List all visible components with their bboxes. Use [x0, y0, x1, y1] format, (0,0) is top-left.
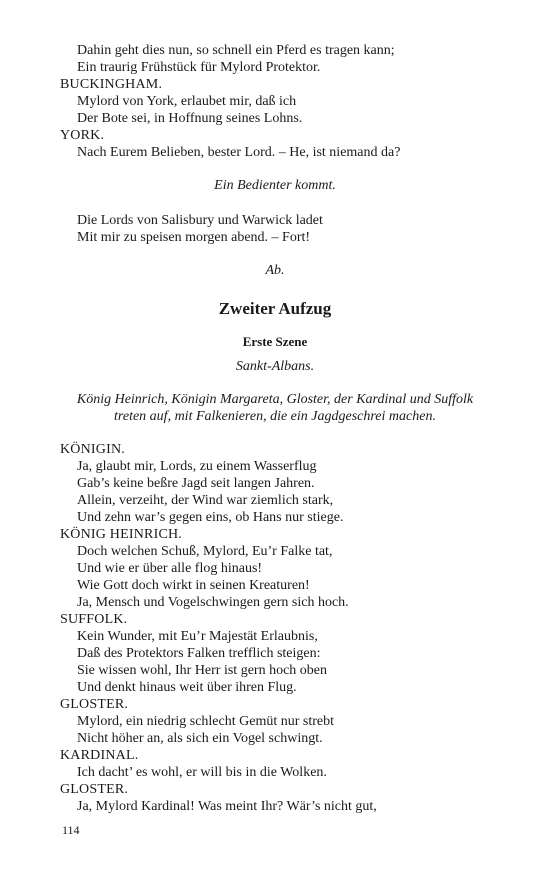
- speech: [60, 611, 490, 696]
- verse-line: Mylord, ein niedrig schlecht Gemüt nur strebt: [77, 714, 334, 729]
- verse-line: Und denkt hinaus weit über ihren Flug.: [77, 680, 297, 695]
- page-number: 114: [62, 823, 80, 837]
- speech: [60, 747, 490, 781]
- verse-line: Dahin geht dies nun, so schnell ein Pferd es tragen kann;: [77, 43, 395, 58]
- verse-line: Nicht höher an, als sich ein Vogel schwingt.: [77, 731, 323, 746]
- dialogue: [60, 441, 490, 815]
- verse-line: Ja, Mensch und Vogelschwingen gern sich hoch.: [77, 595, 349, 610]
- speech: [60, 526, 490, 611]
- book-page: [60, 42, 490, 815]
- speaker-name: KÖNIG HEINRICH.: [60, 527, 182, 542]
- verse-line: Daß des Protektors Falken trefflich steigen:: [77, 646, 321, 661]
- speaker-name: SUFFOLK.: [60, 612, 128, 627]
- verse-line: Und wie er über alle flog hinaus!: [77, 561, 263, 576]
- entrance-direction: König Heinrich, Königin Margareta, Gloster, der Kardinal und Suffolk treten auf, mit Falkenieren, die ein Jagdgeschrei machen.: [76, 392, 474, 424]
- verse-line: Mit mir zu speisen morgen abend. – Fort!: [77, 230, 311, 245]
- scene-title: Erste Szene: [242, 334, 308, 349]
- verse-line: Ich dacht’ es wohl, er will bis in die Wolken.: [77, 765, 327, 780]
- verse-line: Ja, Mylord Kardinal! Was meint Ihr? Wär’s nicht gut,: [77, 799, 377, 814]
- scene-location: Sankt-Albans.: [235, 359, 315, 374]
- speaker-york: YORK.: [60, 128, 105, 143]
- speech: [60, 696, 490, 747]
- verse-line: Der Bote sei, in Hoffnung seines Lohns.: [77, 111, 303, 126]
- verse-line: Mylord von York, erlaubet mir, daß ich: [77, 94, 297, 109]
- verse-line: Nach Eurem Belieben, bester Lord. – He, ist niemand da?: [77, 145, 401, 160]
- verse-line: Kein Wunder, mit Eu’r Majestät Erlaubnis,: [77, 629, 318, 644]
- speech: [60, 441, 490, 526]
- speaker-name: GLOSTER.: [60, 782, 129, 797]
- verse-line: Ein traurig Frühstück für Mylord Protektor.: [77, 60, 321, 75]
- speaker-name: KARDINAL.: [60, 748, 139, 763]
- act-title: Zweiter Aufzug: [218, 299, 332, 318]
- speech: [60, 781, 490, 815]
- stage-direction: Ein Bedienter kommt.: [214, 178, 336, 193]
- verse-line: Gab’s keine beßre Jagd seit langen Jahren.: [77, 476, 315, 491]
- speaker-buckingham: BUCKINGHAM.: [60, 77, 163, 92]
- stage-direction-exit: Ab.: [265, 263, 285, 278]
- speaker-name: GLOSTER.: [60, 697, 129, 712]
- verse-line: Wie Gott doch wirkt in seinen Kreaturen!: [77, 578, 310, 593]
- verse-line: Und zehn war’s gegen eins, ob Hans nur stiege.: [77, 510, 344, 525]
- verse-line: Allein, verzeiht, der Wind war ziemlich stark,: [77, 493, 334, 508]
- verse-line: Ja, glaubt mir, Lords, zu einem Wasserflug: [77, 459, 317, 474]
- verse-line: Die Lords von Salisbury und Warwick ladet: [77, 213, 323, 228]
- speaker-name: KÖNIGIN.: [60, 442, 125, 457]
- verse-line: Sie wissen wohl, Ihr Herr ist gern hoch oben: [77, 663, 328, 678]
- verse-line: Doch welchen Schuß, Mylord, Eu’r Falke tat,: [77, 544, 333, 559]
